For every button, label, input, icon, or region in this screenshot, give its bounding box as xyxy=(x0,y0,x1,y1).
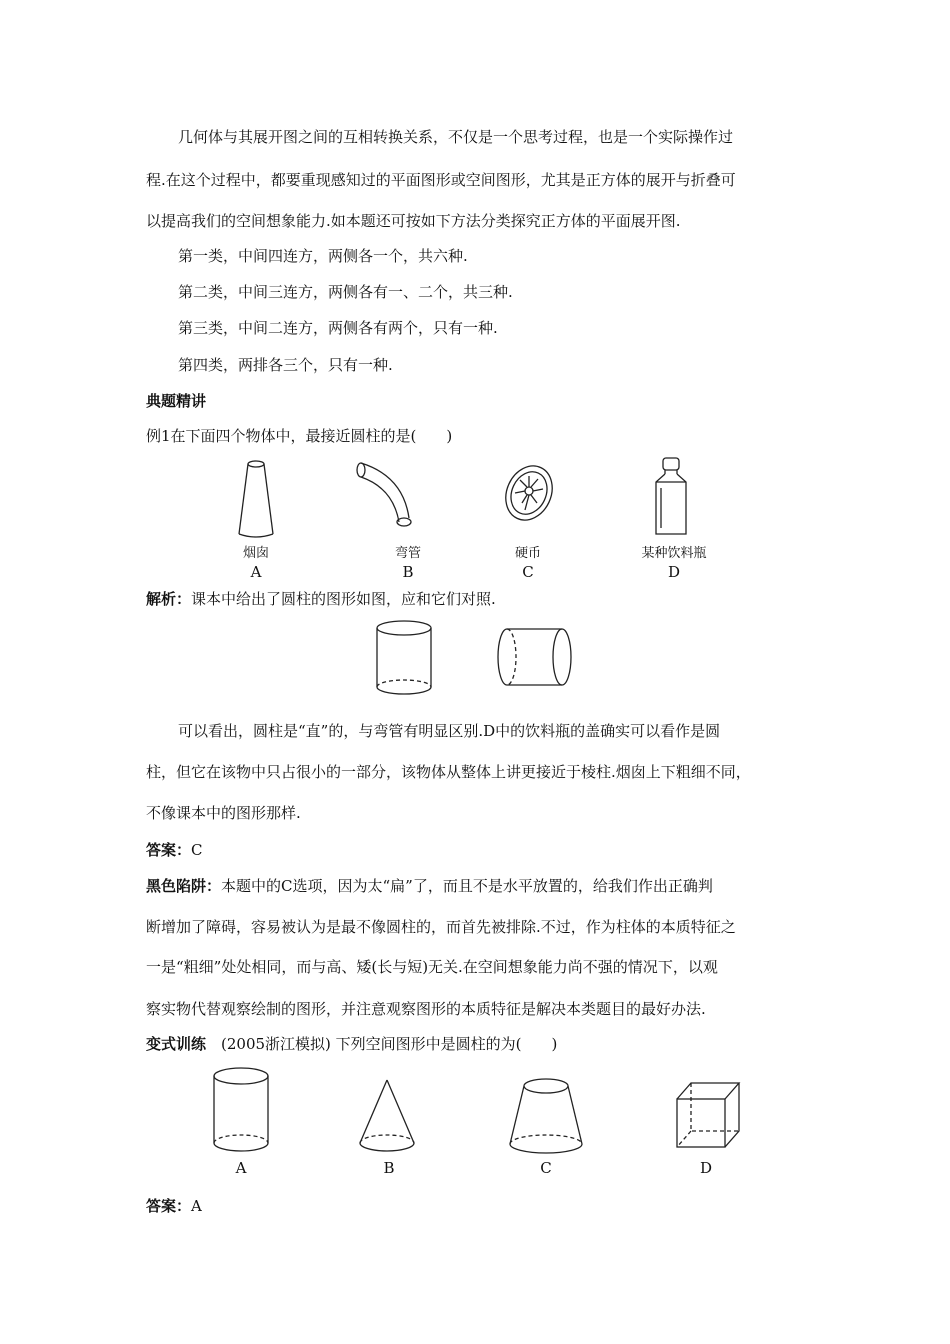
answer-2-label: 答案： xyxy=(146,1197,192,1215)
variant-cylinder-figure xyxy=(212,1066,270,1154)
analysis-para-3: 不像课本中的图形那样. xyxy=(146,804,301,822)
analysis-line xyxy=(146,589,496,609)
variant-text: (2005浙江模拟) 下列空间图形中是圆柱的为( ) xyxy=(221,1035,558,1053)
answer-2-value: A xyxy=(191,1197,202,1215)
analysis-label: 解析： xyxy=(146,590,192,608)
upright-cylinder-figure xyxy=(375,620,433,696)
variant-label: 变式训练 xyxy=(146,1035,207,1053)
answer-1-value: C xyxy=(191,841,203,859)
answer-2 xyxy=(146,1196,202,1216)
option-letter-c: C xyxy=(522,563,534,581)
trap-line-1 xyxy=(146,876,713,896)
bent-pipe-figure xyxy=(355,462,425,532)
example1-question: 例1在下面四个物体中，最接近圆柱的是( ) xyxy=(146,427,453,445)
caption-bottle: 某种饮料瓶 xyxy=(641,546,707,561)
variant-letter-d: D xyxy=(699,1159,713,1177)
variant-letter-a: A xyxy=(235,1159,247,1177)
section-title: 典题精讲 xyxy=(146,392,207,410)
variant-letter-c: C xyxy=(540,1159,552,1177)
trap-text-1: 本题中的C选项，因为太“扁”了，而且不是水平放置的，给我们作出正确判 xyxy=(221,877,713,895)
coin-figure xyxy=(503,462,555,524)
answer-1 xyxy=(146,840,203,860)
analysis-text: 课本中给出了圆柱的图形如图，应和它们对照. xyxy=(191,590,496,608)
variant-letter-b: B xyxy=(383,1159,395,1177)
category-1: 第一类，中间四连方，两侧各一个，共六种. xyxy=(178,247,468,265)
intro-line-1: 几何体与其展开图之间的互相转换关系，不仅是一个思考过程，也是一个实际操作过 xyxy=(178,128,734,146)
bottle-figure xyxy=(651,456,691,538)
caption-pipe: 弯管 xyxy=(394,546,421,561)
answer-1-label: 答案： xyxy=(146,841,192,859)
option-letter-b: B xyxy=(402,563,414,581)
analysis-para-2: 柱，但它在该物中只占很小的一部分，该物体从整体上讲更接近于棱柱.烟囱上下粗细不同， xyxy=(146,763,751,781)
variant-cube-figure xyxy=(675,1081,741,1149)
category-2: 第二类，中间三连方，两侧各有一、二个，共三种. xyxy=(178,283,513,301)
intro-line-2: 程.在这个过程中，都要重现感知过的平面图形或空间图形，尤其是正方体的展开与折叠可 xyxy=(146,171,736,189)
horizontal-cylinder-figure xyxy=(496,627,574,687)
analysis-para-1: 可以看出，圆柱是“直”的，与弯管有明显区别.D中的饮料瓶的盖确实可以看作是圆 xyxy=(178,722,721,740)
caption-chimney: 烟囱 xyxy=(242,546,269,561)
option-letter-a: A xyxy=(250,563,262,581)
intro-line-3: 以提高我们的空间想象能力.如本题还可按如下方法分类探究正方体的平面展开图. xyxy=(146,212,681,230)
trap-label: 黑色陷阱： xyxy=(146,877,222,895)
trap-line-4: 察实物代替观察绘制的图形，并注意观察图形的本质特征是解决本类题目的最好办法. xyxy=(146,1000,706,1018)
variant-line xyxy=(146,1034,557,1054)
variant-cone-figure xyxy=(358,1078,416,1154)
option-letter-d: D xyxy=(667,563,681,581)
variant-frustum-figure xyxy=(508,1076,584,1156)
trap-line-2: 断增加了障碍，容易被认为是最不像圆柱的，而首先被排除.不过，作为柱体的本质特征之 xyxy=(146,918,736,936)
category-4: 第四类，两排各三个，只有一种. xyxy=(178,356,393,374)
trap-line-3: 一是“粗细”处处相同，而与高、矮(长与短)无关.在空间想象能力尚不强的情况下，以观 xyxy=(146,958,718,976)
chimney-figure xyxy=(236,458,276,540)
caption-coin: 硬币 xyxy=(514,546,541,561)
category-3: 第三类，中间二连方，两侧各有两个，只有一种. xyxy=(178,319,498,337)
